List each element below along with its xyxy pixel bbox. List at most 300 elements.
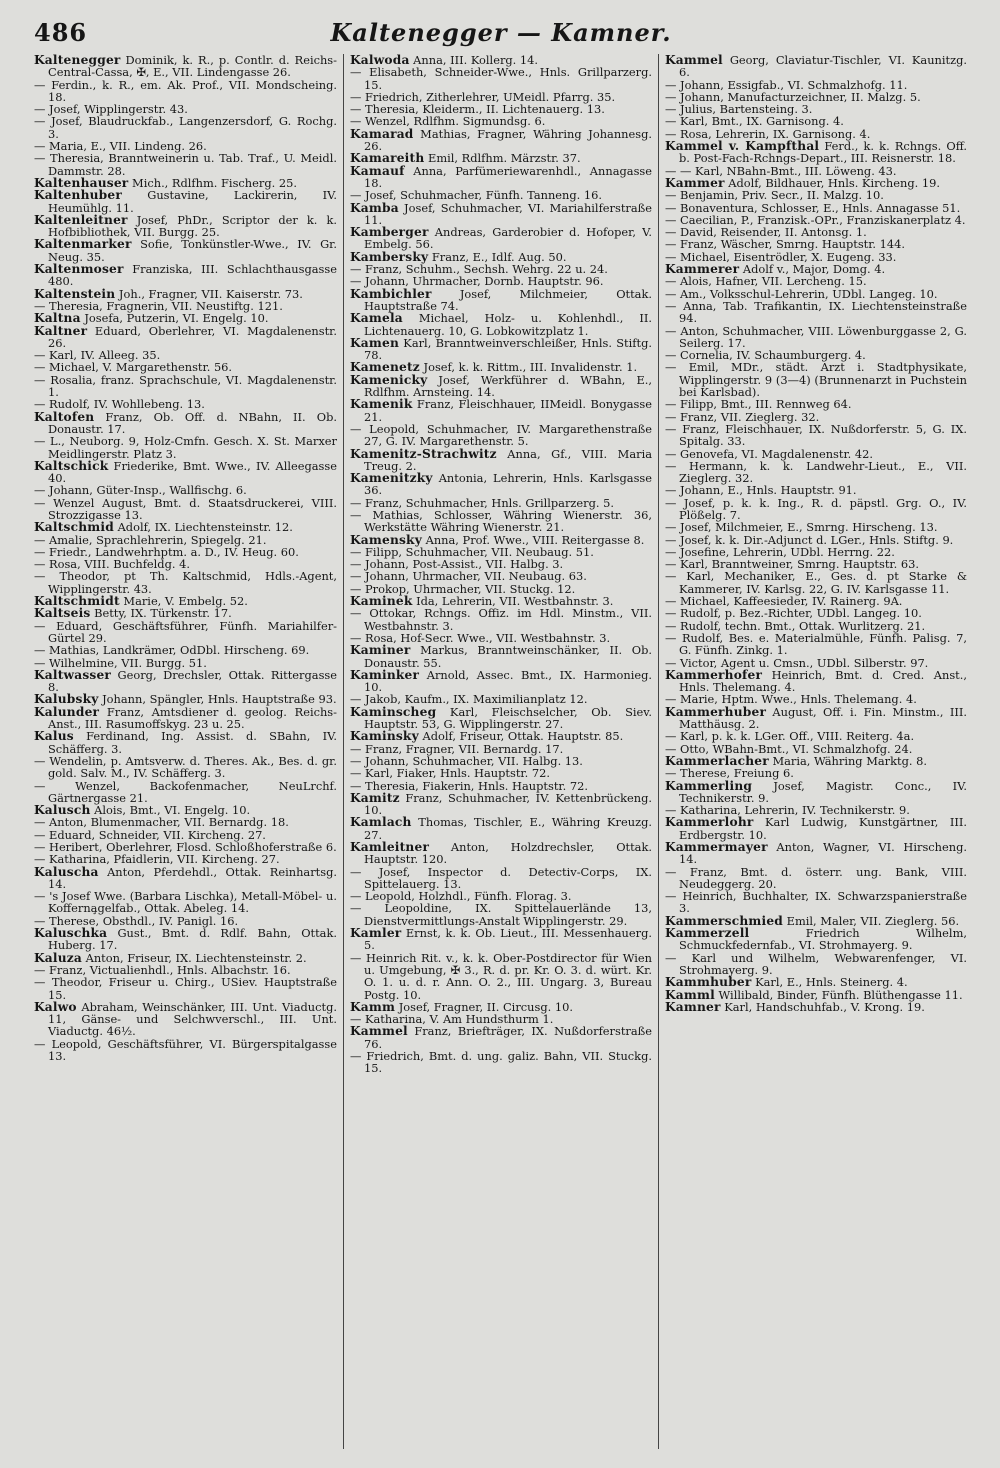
entry-text: — Josef, Inspector d. Detectiv-Corps, IX. Spittelauerg. 13. — [350, 864, 652, 891]
directory-entry — [350, 226, 652, 251]
entry-text: — Theodor, Friseur u. Chirg., USiev. Hauptstraße 15. — [34, 975, 337, 1002]
directory-entry — [665, 1001, 967, 1013]
directory-entry — [350, 1025, 652, 1050]
entry-text: Eduard, Oberlehrer, VI. Magdalenenstr. 26. — [48, 323, 337, 350]
entry-text: — Ferdin., k. R., em. Ak. Prof., VII. Mondscheing. 18. — [34, 77, 337, 104]
entry-surname: Kamareith — [350, 151, 425, 166]
entry-surname: Kammel — [665, 54, 723, 67]
running-head: Kaltenegger — Kamner. — [330, 18, 672, 47]
directory-entry — [350, 312, 652, 337]
entry-text: — Hermann, k. k. Landwehr-Lieut., E., VII. Zieglerg. 32. — [665, 458, 967, 486]
directory-entry — [34, 263, 337, 288]
entry-surname: Kamensky — [350, 532, 422, 547]
entry-text: — Franz, Schuhmacher, Hnls. Grillparzerg. 5. — [350, 495, 614, 510]
entry-surname: Kammhuber — [665, 975, 752, 990]
entry-text: Karl, Fleischselcher, Ob. Siev. Hauptstr. 53, G. Wipplingerstr. 27. — [364, 704, 652, 732]
entry-text: — Rudolf, IV. Wohllebeng. 13. — [34, 397, 205, 412]
entry-surname: Kamba — [350, 200, 399, 215]
directory-entry — [665, 952, 967, 977]
entry-surname: Kaminscheg — [350, 704, 437, 719]
entry-text: — Karl, Mechaniker, E., Ges. d. pt Starke & Kammerer, IV. Karlsg. 22, G. IV. Karlsgasse 11. — [665, 569, 967, 596]
entry-surname: Kammerzell — [665, 926, 750, 941]
entry-text: Josef, PhDr., Scriptor der k. k. Hofbibliothek, VII. Burgg. 25. — [48, 212, 337, 240]
entry-text: — Maria, E., VII. Lindeng. 26. — [34, 139, 207, 154]
entry-text: — Eduard, Geschäftsführer, Fünfh. Mariahilfer-Gürtel 29. — [34, 618, 337, 645]
entry-text: — Josef, Blaudruckfab., Langenzersdorf, G. Rochg. 3. — [34, 114, 337, 141]
entry-text: Franziska, III. Schlachthausgasse 480. — [48, 262, 337, 289]
directory-entry — [665, 780, 967, 805]
entry-text: Heinrich, Bmt. d. Cred. Anst., Hnls. Thelemang. 4. — [679, 667, 967, 695]
entry-text: Josef, Werkführer d. WBahn, E., Rdlfhm. Arnsteing. 14. — [364, 372, 652, 400]
directory-entry — [34, 152, 337, 177]
directory-entry — [350, 374, 652, 399]
entry-text: — Therese, Freiung 6. — [665, 766, 794, 781]
entry-surname: Kaltwasser — [34, 667, 112, 682]
entry-surname: Kalus — [34, 729, 74, 744]
entry-text: Sofie, Tonkünstler-Wwe., IV. Gr. Neug. 35. — [48, 237, 337, 264]
entry-surname: Kammel v. Kampfthal — [665, 139, 820, 154]
directory-entry — [34, 927, 337, 952]
entry-text: — Wilhelmine, VII. Burgg. 51. — [34, 655, 207, 670]
entry-text: — Anton, Blumenmacher, VII. Bernardg. 18. — [34, 815, 289, 830]
entry-text: — Johann, Essigfab., VI. Schmalzhofg. 11. — [665, 77, 908, 92]
entry-text: — Leopoldine, IX. Spittelauerlände 13, Dienstvermittlungs-Anstalt Wipplingerstr. 29. — [350, 901, 652, 928]
entry-surname: Kamela — [350, 311, 403, 326]
entry-text: Maria, Währing Marktg. 8. — [768, 753, 927, 768]
entry-text: — Bonaventura, Schlosser, E., Hnls. Annagasse 51. — [665, 200, 961, 215]
entry-surname: Kammerschmied — [665, 913, 784, 928]
entry-text: — Anna, Tab. Trafikantin, IX. Liechtensteinstraße 94. — [665, 298, 967, 326]
entry-text: — Johann, Uhrmacher, VII. Neubaug. 63. — [350, 569, 587, 584]
entry-text: — Amalie, Sprachlehrerin, Spiegelg. 21. — [34, 532, 267, 547]
entry-text: Ferd., k. k. Rchngs. Off. b. Post-Fach-Rchngs-Depart., III. Reisnerstr. 18. — [679, 139, 967, 166]
entry-text: Willibald, Binder, Fünfh. Blüthengasse 11. — [714, 987, 963, 1002]
entry-text: — Theresia, Fiakerin, Hnls. Hauptstr. 72. — [350, 778, 588, 793]
entry-text: — Theresia, Fragnerin, VII. Neustiftg. 121. — [34, 298, 283, 313]
entry-text: — Katharina, V. Am Hundsthurm 1. — [350, 1012, 554, 1027]
entry-text: Karl, Handschuhfab., V. Krong. 19. — [720, 999, 925, 1014]
entry-text: Adolf v., Major, Domg. 4. — [739, 262, 886, 277]
directory-entry — [34, 79, 337, 104]
directory-entry — [34, 189, 337, 214]
entry-text: — Heinrich Rit. v., k. k. Ober-Postdirector für Wien u. Umgebung, ✠ 3., R. d. pr. Kr. O. 3. d. würt. Kr. O. 1. u. d. r. Ann. O. 2., III. Ungarg. 3, Bureau Postg. 10. — [350, 950, 652, 1002]
entry-text: — Rosalia, franz. Sprachschule, VI. Magdalenenstr. 1. — [34, 372, 337, 400]
entry-text: — Leopold, Holzhdl., Fünfh. Florag. 3. — [350, 889, 572, 904]
directory-entry — [34, 460, 337, 485]
entry-text: Josefa, Putzerin, VI. Engelg. 10. — [80, 311, 269, 326]
entry-text: — Ottokar, Rchngs. Offiz. im Hdl. Minstm., VII. Westbahnstr. 3. — [350, 606, 652, 633]
entry-text: — Karl, IV. Alleeg. 35. — [34, 348, 161, 363]
entry-surname: Kamner — [665, 999, 721, 1014]
entry-text: Ferdinand, Ing. Assist. d. SBahn, IV. Schäfferg. 3. — [48, 729, 337, 756]
entry-surname: Kamitz — [350, 790, 400, 805]
entry-text: — Mathias, Landkrämer, OdDbl. Hirscheng. 69. — [34, 643, 310, 658]
page-number: 486 — [34, 18, 88, 47]
directory-entry — [350, 607, 652, 632]
directory-entry — [34, 866, 337, 891]
entry-surname: Kaltenmoser — [34, 262, 124, 277]
entry-text: — Eduard, Schneider, VII. Kircheng. 27. — [34, 827, 266, 842]
entry-text: Dominik, k. R., p. Contlr. d. Reichs-Central-Cassa, ✠, E., VII. Lindengasse 26. — [48, 54, 337, 80]
entry-text: Franz, E., Idlf. Aug. 50. — [428, 249, 567, 264]
directory-entry — [665, 140, 967, 165]
entry-surname: Kaminker — [350, 667, 420, 682]
directory-entry — [665, 570, 967, 595]
entry-text: — Franz, Fragner, VII. Bernardg. 17. — [350, 741, 564, 756]
directory-entry — [34, 706, 337, 731]
entry-surname: Kamenitzky — [350, 471, 433, 486]
directory-entry — [665, 460, 967, 485]
entry-text: Anna, Gf., VIII. Maria Treug. 2. — [364, 446, 652, 473]
entry-surname: Kalunder — [34, 704, 100, 719]
directory-entry — [665, 841, 967, 866]
entry-text: Mathias, Fragner, Währing Johannesg. 26. — [364, 126, 652, 154]
directory-entry — [350, 288, 652, 313]
entry-text: — Josef, Milchmeier, E., Smrng. Hirscheng. 13. — [665, 520, 938, 535]
column-1 — [28, 54, 343, 1449]
directory-entry — [665, 632, 967, 657]
directory-entry — [350, 792, 652, 817]
directory-entry — [350, 866, 652, 891]
entry-text: Marie, V. Embelg. 52. — [119, 594, 248, 609]
entry-surname: Kaltenmarker — [34, 237, 132, 252]
entry-surname: Kaltschmidt — [34, 594, 120, 609]
entry-text: — Johann, E., Hnls. Hauptstr. 91. — [665, 483, 857, 498]
entry-surname: Kaltschmid — [34, 520, 114, 535]
entry-text: Josef, Magistr. Conc., IV. Technikerstr. 9. — [679, 778, 967, 805]
column-3 — [658, 54, 973, 1449]
entry-surname: Kaltenhauser — [34, 175, 129, 190]
entry-text: — 's Josef Wwe. (Barbara Lischka), Metall-Möbel- u. Kofferna̧gelfab., Ottak. Abeleg. 14. — [34, 889, 337, 916]
entry-text: — Franz, Bmt. d. österr. ung. Bank, VIII. Neudeggerg. 20. — [665, 864, 967, 891]
directory-entry — [34, 374, 337, 399]
entry-text: — Am., Volksschul-Lehrerin, UDbl. Langeg. 10. — [665, 286, 938, 301]
entry-text: Johann, Spängler, Hnls. Hauptstraße 93. — [98, 692, 337, 707]
page-header — [28, 14, 974, 54]
directory-entry — [350, 816, 652, 841]
entry-text: — Wenzel August, Bmt. d. Staatsdruckerei, VIII. Strozzigasse 13. — [34, 495, 337, 522]
directory-entry — [34, 435, 337, 460]
entry-surname: Kaluschka — [34, 926, 108, 941]
entry-text: Anton, Holzdrechsler, Ottak. Hauptstr. 120. — [364, 840, 652, 867]
entry-text: Mich., Rdlfhm. Fischerg. 25. — [128, 175, 297, 190]
entry-surname: Kamenicky — [350, 372, 428, 387]
entry-text: Emil, Maler, VII. Zieglerg. 56. — [783, 913, 960, 928]
entry-text: August, Off. i. Fin. Minstm., III. Matthäusg. 2. — [679, 704, 967, 732]
directory-entry — [34, 890, 337, 915]
directory-entry — [350, 337, 652, 362]
entry-text: Franz, Briefträger, IX. Nußdorferstraße 76. — [364, 1024, 652, 1051]
entry-surname: Kamleitner — [350, 840, 430, 854]
entry-text: — Karl, Bmt., IX. Garnisong. 4. — [665, 114, 844, 129]
entry-text: — Michael, Eisentrödler, X. Eugeng. 33. — [665, 249, 897, 264]
directory-entry — [350, 927, 652, 952]
directory-entry — [34, 730, 337, 755]
entry-text: Friedrich Wilhelm, Schmuckfedernfab., VI. Strohmayerg. 9. — [679, 926, 967, 953]
entry-text: — Julius, Bartensteing. 3. — [665, 102, 813, 117]
entry-text: — Josef, Schuhmacher, Fünfh. Tanneng. 16. — [350, 188, 603, 203]
entry-text: Markus, Branntweinschänker, II. Ob. Donaustr. 55. — [364, 643, 652, 670]
directory-entry — [350, 644, 652, 669]
entry-text: — Wenzel, Rdlfhm. Sigmundsg. 6. — [350, 114, 546, 129]
directory-entry — [34, 325, 337, 350]
entry-text: Anna, Parfümeriewarenhdl., Annagasse 18. — [364, 163, 652, 190]
entry-surname: Kammer — [665, 175, 725, 190]
directory-entry — [665, 497, 967, 522]
directory-entry — [350, 841, 652, 866]
entry-text: — Genovefa, VI. Magdalenenstr. 42. — [665, 446, 874, 461]
entry-surname: Kaltenhuber — [34, 188, 122, 203]
entry-surname: Kaltenegger — [34, 54, 121, 67]
directory-entry — [350, 202, 652, 227]
entry-text: — Johann, Schuhmacher, VII. Halbg. 13. — [350, 753, 583, 768]
entry-surname: Kamenitz-Strachwitz — [350, 446, 497, 461]
entry-text: Franz, Amtsdiener d. geolog. Reichs-Anst., III. Rasumoffskyg. 23 u. 25. — [48, 704, 337, 732]
entry-surname: Kammerlohr — [665, 815, 754, 830]
entry-surname: Kaminsky — [350, 729, 419, 744]
entry-surname: Kaminer — [350, 643, 411, 658]
entry-text: — Josef, Wipplingerstr. 43. — [34, 102, 188, 117]
entry-text: — Theresia, Kleiderm., II. Lichtenauerg. 13. — [350, 102, 605, 117]
entry-surname: Kalwo — [34, 999, 77, 1014]
directory-entry — [665, 927, 967, 952]
entry-surname: Kaminek — [350, 594, 413, 609]
entry-text: Gustavine, Lackirerin, IV. Heumühlg. 11. — [48, 188, 337, 215]
entry-text: — Rudolf, Bes. e. Materialmühle, Fünfh. Palisg. 7, G. Fünfh. Zinkg. 1. — [665, 630, 967, 658]
entry-text: — Johann, Uhrmacher, Dornb. Hauptstr. 96. — [350, 274, 604, 289]
directory-entry — [350, 1050, 652, 1075]
entry-text: — Alois, Hafner, VII. Lercheng. 15. — [665, 274, 867, 289]
entry-text: — Victor, Agent u. Cmsn., UDbl. Silberstr. 97. — [665, 655, 929, 670]
entry-text: — Leopold, Schuhmacher, IV. Margarethenstraße 27, G. IV. Margarethenstr. 5. — [350, 421, 652, 449]
entry-text: — Filipp, Schuhmacher, VII. Neubaug. 51. — [350, 544, 594, 559]
directory-entry — [34, 1001, 337, 1038]
entry-text: — Friedr., Landwehrhptm. a. D., IV. Heug. 60. — [34, 544, 299, 559]
entry-text: Friederike, Bmt. Wwe., IV. Alleegasse 40. — [48, 458, 337, 486]
entry-surname: Kaluza — [34, 950, 82, 965]
entry-text: — Elisabeth, Schneider-Wwe., Hnls. Grillparzerg. 15. — [350, 65, 652, 92]
directory-entry — [350, 952, 652, 1001]
entry-text: Gust., Bmt. d. Rdlf. Bahn, Ottak. Huberg. 17. — [48, 926, 337, 953]
entry-surname: Kambichler — [350, 286, 432, 301]
entry-surname: Kaltner — [34, 323, 88, 338]
entry-text: — Theodor, pt Th. Kaltschmid, Hdls.-Agent, Wipplingerstr. 43. — [34, 569, 337, 596]
directory-entry — [350, 66, 652, 91]
directory-entry — [350, 423, 652, 448]
entry-text: Karl, E., Hnls. Steinerg. 4. — [751, 975, 908, 990]
entry-text: Anton, Pferdehdl., Ottak. Reinhartsg. 14. — [48, 864, 337, 891]
entry-text: — Josefine, Lehrerin, UDbl. Herrng. 22. — [665, 544, 895, 559]
directory-entry — [350, 902, 652, 927]
directory-entry — [34, 214, 337, 239]
directory-entry — [665, 890, 967, 915]
directory-entry — [350, 448, 652, 473]
entry-surname: Kammerer — [665, 262, 740, 277]
directory-entry — [34, 780, 337, 805]
entry-text: Franz, Schuhmacher, IV. Kettenbrückeng. 10. — [364, 790, 652, 818]
entry-text: — Theresia, Branntweinerin u. Tab. Traf., U. Meidl. Dammstr. 28. — [34, 151, 337, 178]
entry-surname: Kammerhuber — [665, 704, 767, 719]
entry-surname: Kamm — [350, 999, 396, 1014]
entry-text: — Rudolf, p. Bez.-Richter, UDbl. Langeg. 10. — [665, 606, 922, 621]
entry-text: — Otto, WBahn-Bmt., VI. Schmalzhofg. 24. — [665, 741, 913, 756]
entry-text: — Friedrich, Zitherlehrer, UMeidl. Pfarrg. 35. — [350, 89, 616, 104]
entry-text: — Mathias, Schlosser, Währing Wienerstr. 36, Werkstätte Währing Wienerstr. 21. — [350, 507, 652, 535]
entry-surname: Kaltna — [34, 311, 81, 326]
entry-surname: Kalubsky — [34, 692, 99, 707]
entry-text: — Karl, p. k. k. LGer. Off., VIII. Reiterg. 4a. — [665, 729, 915, 744]
directory-entry — [665, 54, 967, 79]
directory-entry — [34, 1038, 337, 1063]
directory-entry — [665, 816, 967, 841]
entry-surname: Kamlach — [350, 815, 412, 830]
entry-text: — — Karl, NBahn-Bmt., III. Löweng. 43. — [665, 163, 897, 178]
entry-text: Emil, Rdlfhm. Märzstr. 37. — [424, 151, 581, 166]
entry-text: — Filipp, Bmt., III. Rennweg 64. — [665, 397, 852, 412]
entry-text: Adolf, Bildhauer, Hnls. Kircheng. 19. — [724, 175, 940, 190]
directory-entry — [34, 238, 337, 263]
entry-text: — Caecilian, P., Franzisk.-OPr., Franziskanerplatz 4. — [665, 212, 966, 227]
entry-text: — Rudolf, techn. Bmt., Ottak. Wurlitzerg. 21. — [665, 618, 926, 633]
entry-text: — Franz, Wäscher, Smrng. Hauptstr. 144. — [665, 237, 906, 252]
entry-text: — Franz, Schuhm., Sechsh. Wehrg. 22 u. 24. — [350, 262, 608, 277]
entry-text: — Benjamin, Priv. Secr., II. Malzg. 10. — [665, 188, 884, 203]
entry-text: Karl, Branntweinverschleißer, Hnls. Stiftg. 78. — [364, 335, 652, 363]
entry-text: Antonia, Lehrerin, Hnls. Karlsgasse 36. — [364, 471, 652, 498]
columns — [28, 54, 974, 1449]
entry-surname: Kaltschick — [34, 458, 109, 473]
entry-surname: Kamberger — [350, 225, 429, 240]
directory-entry — [350, 165, 652, 190]
directory-entry — [34, 497, 337, 522]
entry-text: — Josef, p. k. k. Ing., R. d. päpstl. Grg. O., IV. Plößelg. 7. — [665, 495, 967, 522]
entry-text: Josef, k. k. Rittm., III. Invalidenstr. 1. — [419, 360, 638, 375]
entry-text: — Friedrich, Bmt. d. ung. galiz. Bahn, VII. Stuckg. 15. — [350, 1049, 652, 1076]
entry-text: Anna, Prof. Wwe., VIII. Reitergasse 8. — [422, 532, 645, 547]
entry-text: Franz, Ob. Off. d. NBahn, II. Ob. Donaustr. 17. — [48, 409, 337, 436]
directory-entry — [34, 755, 337, 780]
directory-entry — [34, 570, 337, 595]
entry-text: Alois, Bmt., VI. Engelg. 10. — [90, 803, 251, 818]
entry-surname: Kamarad — [350, 126, 414, 141]
entry-text: Franz, Fleischhauer, IIMeidl. Bonygasse 21. — [364, 397, 652, 424]
directory-entry — [665, 866, 967, 891]
directory-entry — [34, 620, 337, 645]
entry-surname: Kamen — [350, 335, 400, 350]
directory-entry — [350, 398, 652, 423]
entry-text: Josef, Fragner, II. Circusg. 10. — [395, 999, 573, 1014]
entry-text: — Cornelia, IV. Schaumburgerg. 4. — [665, 348, 866, 363]
entry-surname: Kammerling — [665, 778, 753, 793]
entry-text: Karl Ludwig, Kunstgärtner, III. Erdbergstr. 10. — [679, 815, 967, 842]
entry-text: — Rosa, VIII. Buchfeldg. 4. — [34, 557, 191, 572]
entry-surname: Kamml — [665, 987, 715, 1002]
column-2 — [343, 54, 658, 1449]
entry-text: — Michael, V. Margarethenstr. 56. — [34, 360, 233, 375]
entry-surname: Kaltenstein — [34, 286, 116, 301]
entry-text: — Heribert, Oberlehrer, Flosd. Schloßhoferstraße 6. — [34, 840, 337, 854]
entry-text: Anton, Friseur, IX. Liechtensteinstr. 2. — [82, 950, 307, 965]
entry-text: — Wendelin, p. Amtsverw. d. Theres. Ak., Bes. d. gr. gold. Salv. M., IV. Schäfferg. 3. — [34, 753, 337, 781]
entry-surname: Kamauf — [350, 163, 405, 178]
directory-entry — [34, 54, 337, 79]
entry-surname: Kammerlacher — [665, 753, 769, 768]
entry-surname: Kaltseis — [34, 606, 91, 621]
directory-entry — [665, 706, 967, 731]
directory-entry — [350, 706, 652, 731]
entry-text: Georg, Claviatur-Tischler, VI. Kaunitzg. 6. — [679, 54, 967, 80]
entry-text: — Rosa, Lehrerin, IX. Garnisong. 4. — [665, 126, 871, 141]
entry-text: Ernst, k. k. Ob. Lieut., III. Messenhauerg. 5. — [364, 926, 652, 953]
directory-entry — [665, 423, 967, 448]
entry-text: Joh., Fragner, VII. Kaiserstr. 73. — [115, 286, 303, 301]
entry-text: Betty, IX. Türkenstr. 17. — [90, 606, 232, 621]
entry-text: Adolf, Friseur, Ottak. Hauptstr. 85. — [418, 729, 624, 744]
entry-surname: Kalwoda — [350, 54, 410, 67]
entry-text: — Johann, Manufacturzeichner, II. Malzg. 5. — [665, 89, 921, 104]
entry-text: — Franz, Victualienhdl., Hnls. Albachstr. 16. — [34, 962, 291, 977]
entry-surname: Kaltofen — [34, 409, 95, 424]
entry-text: Anton, Wagner, VI. Hirscheng. 14. — [679, 840, 967, 867]
entry-text: — Jakob, Kaufm., IX. Maximilianplatz 12. — [350, 692, 588, 707]
entry-surname: Kammel — [350, 1024, 408, 1039]
entry-text: Adolf, IX. Liechtensteinstr. 12. — [113, 520, 293, 535]
entry-text: Arnold, Assec. Bmt., IX. Harmonieg. 10. — [364, 667, 652, 695]
entry-text: Josef, Schuhmacher, VI. Mariahilferstraße 11. — [364, 200, 652, 227]
entry-text: Ida, Lehrerin, VII. Westbahnstr. 3. — [412, 594, 614, 609]
entry-text: — Johann, Post-Assist., VII. Halbg. 3. — [350, 557, 564, 572]
directory-entry — [34, 976, 337, 1001]
entry-text: — Wenzel, Backofenmacher, NeuLrchf. Gärtnergasse 21. — [34, 778, 337, 805]
entry-text: Josef, Milchmeier, Ottak. Hauptstraße 74. — [364, 286, 652, 313]
entry-text: — Heinrich, Buchhalter, IX. Schwarzspanierstraße 3. — [665, 889, 967, 916]
entry-surname: Kalusch — [34, 803, 91, 818]
entry-surname: Kamenetz — [350, 360, 420, 375]
directory-entry — [665, 300, 967, 325]
entry-text: — Emil, MDr., städt. Arzt i. Stadtphysikate, Wipplingerstr. 9 (3—4) (Brunnenarzt in Puchstein bei Karlsbad). — [665, 360, 967, 400]
entry-text: — Katharina, Pfaidlerin, VII. Kircheng. 27. — [34, 852, 280, 867]
directory-entry — [350, 472, 652, 497]
entry-text: — Rosa, Hof-Secr. Wwe., VII. Westbahnstr. 3. — [350, 630, 611, 645]
entry-surname: Kaluscha — [34, 864, 99, 879]
entry-text: — L., Neuborg. 9, Holz-Cmfn. Gesch. X. St. Marxer Meidlingerstr. Platz 3. — [34, 434, 337, 461]
entry-surname: Kamler — [350, 926, 402, 941]
entry-text: Thomas, Tischler, E., Währing Kreuzg. 27. — [364, 815, 652, 842]
directory-entry — [350, 128, 652, 153]
entry-surname: Kammermayer — [665, 840, 768, 854]
entry-text: — Michael, Kaffeesieder, IV. Rainerg. 9A. — [665, 594, 903, 609]
directory-entry — [34, 411, 337, 436]
directory-entry — [34, 115, 337, 140]
entry-text: — Anton, Schuhmacher, VIII. Löwenburggasse 2, G. Seilerg. 17. — [665, 323, 967, 350]
entry-text: — Franz, Fleischhauer, IX. Nußdorferstr. 5, G. IX. Spitalg. 33. — [665, 421, 967, 449]
directory-entry — [350, 669, 652, 694]
entry-text: — Karl, Branntweiner, Smrng. Hauptstr. 63. — [665, 557, 919, 572]
entry-surname: Kaltenleitner — [34, 212, 128, 227]
directory-entry — [665, 669, 967, 694]
entry-text: Anna, III. Kollerg. 14. — [409, 54, 539, 67]
entry-text: — David, Reisender, II. Antonsg. 1. — [665, 225, 867, 240]
entry-surname: Kammerhofer — [665, 667, 763, 682]
entry-text: — Johann, Güter-Insp., Wallfischg. 6. — [34, 483, 247, 498]
entry-text: — Katharina, Lehrerin, IV. Technikerstr. 9. — [665, 803, 910, 818]
directory-entry — [350, 509, 652, 534]
entry-text: — Franz, VII. Zieglerg. 32. — [665, 409, 820, 424]
entry-text: — Therese, Obsthdl., IV. Panigl. 16. — [34, 913, 239, 928]
directory-entry — [34, 669, 337, 694]
directory-entry — [665, 361, 967, 398]
entry-text: — Prokop, Uhrmacher, VII. Stuckg. 12. — [350, 581, 576, 596]
